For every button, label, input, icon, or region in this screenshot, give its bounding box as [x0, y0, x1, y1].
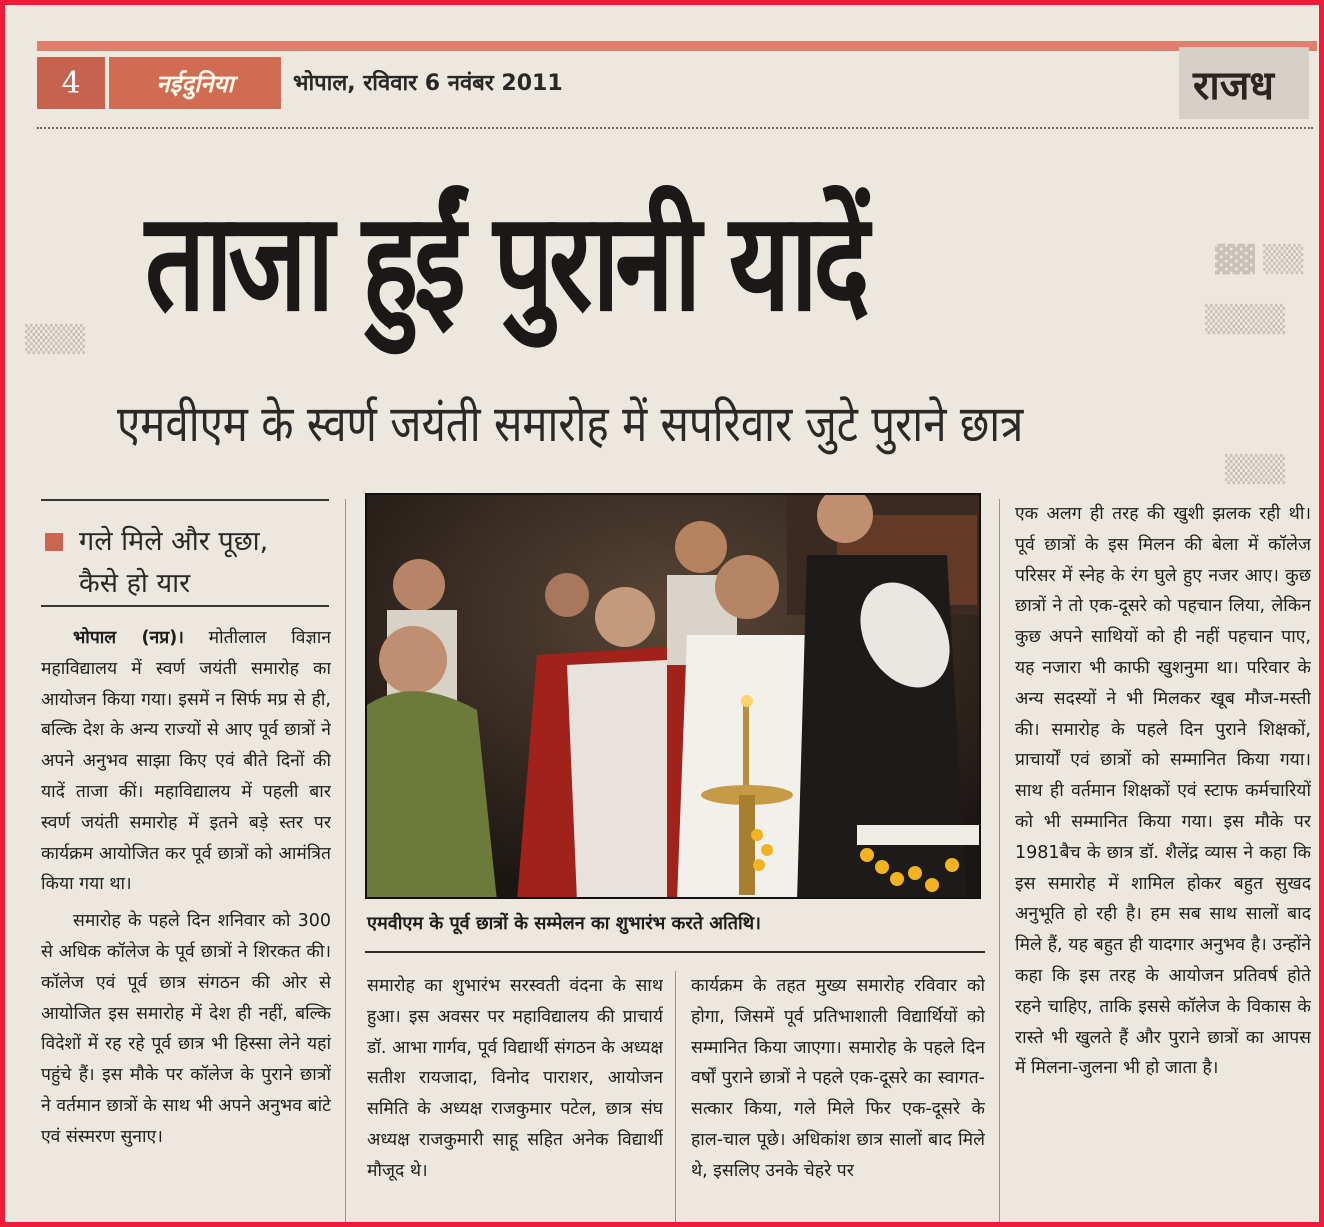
- article-paragraph: समारोह के पहले दिन शनिवार को 300 से अधिक कॉलेज के पूर्व छात्रों ने शिरकत की। कॉलेज एवं पूर्व छात्र संगठन की ओर से आयोजित इस समारोह में देश ही नहीं, बल्कि विदेशों में रह रहे पूर्व छात्र भी हिस्सा लेने यहां पहुंचे हैं। इस मौके पर कॉलेज के पुराने छात्रों ने वर्तमान छात्रों के साथ भी अपने अनुभव बांटे एवं संस्मरण सुनाए।: [41, 911, 331, 1147]
- column-divider: [675, 971, 676, 1227]
- photo-caption: एमवीएम के पूर्व छात्रों के सम्मेलन का शुभारंभ करते अतिथि।: [367, 913, 761, 934]
- section-label: राजध: [1179, 47, 1309, 119]
- article-paragraph: समारोह का शुभारंभ सरस्वती वंदना के साथ हुआ। इस अवसर पर महाविद्यालय की प्राचार्य डॉ. आभा गार्गव, पूर्व विद्यार्थी संगठन के अध्यक्ष सतीश रायजादा, विनोद पाराशर, आयोजन समिति के अध्यक्ष राजकुमार पटेल, छात्र संघ अध्यक्ष राजकुमारी साहू सहित अनेक विद्यार्थी मौजूद थे।: [367, 976, 663, 1181]
- kicker: [79, 521, 268, 605]
- kicker-bottom-rule: [41, 605, 329, 607]
- masthead-dotted-divider: [37, 127, 1313, 129]
- article-column-3: [691, 971, 985, 1227]
- article-column-1: [41, 623, 331, 1227]
- lamp-lighting-photo-illustration: [367, 495, 981, 899]
- masthead-dateline: भोपाल, रविवार 6 नवंबर 2011: [293, 71, 563, 96]
- logo-wordmark: नईदुनिया: [156, 69, 234, 98]
- kicker-bullet-icon: [45, 533, 63, 551]
- masthead-top-rule: [37, 41, 1317, 51]
- column-divider: [999, 499, 1000, 1227]
- newspaper-page: 4 नईदुनिया भोपाल, रविवार 6 नवंबर 2011 राजध ▓▓ ▒▒ ▒▒▒▒ ▒▒▒ ▒▒▒ ताजा हुईं पुरानी यादें एमवीएम के स्वर्ण जयंती समारोह में सपरिवार जुटे पुराने छात्र गले मिले और पूछा, कैसे हो यार भोपाल (नप्र)। मोतीलाल विज्ञान महाविद्यालय में स्वर्ण जयंती समारोह का आयोजन किया गया। इसमें न सिर्फ मप्र से ही, बल्कि देश के अन्य राज्यों से आए पूर्व छात्रों ने अपने अनुभव साझा किए एवं बीते दिनों की यादें ताजा कीं। महाविद्यालय में पहली बार स्वर्ण जयंती समारोह में इतने बड़े स्तर पर कार्यक्रम आयोजित कर पूर्व छात्रों को आमंत्रित किया गया था। समारोह के पहले दिन शनिवार को 300 से अधिक कॉलेज के पूर्व छात्रों ने शिरकत की। कॉलेज एवं पूर्व छात्र संगठन की ओर से आयोजित इस समारोह में देश ही नहीं, बल्कि विदेशों में रह रहे पूर्व छात्र भी हिस्सा लेने यहां पहुंचे हैं। इस मौके पर कॉलेज के पुराने छात्रों ने वर्तमान छात्रों के साथ भी अपने अनुभव बांटे एवं संस्मरण सुनाए। एमवीएम के पूर्व छात्रों के सम्मेलन का शुभारंभ करते अतिथि। समारोह का शुभारंभ सरस्वती वंदना के साथ हुआ। इस अवसर पर महाविद्यालय की प्राचार्य डॉ. आभा गार्गव, पूर्व विद्यार्थी संगठन के अध्यक्ष सतीश रायजादा, विनोद पाराशर, आयोजन समिति के अध्यक्ष राजकुमार पटेल, छात्र संघ अध्यक्ष राजकुमारी साहू सहित अनेक विद्यार्थी मौजूद थे। कार्यक्रम के तहत मुख्य समारोह रविवार को होगा, जिसमें पूर्व प्रतिभाशाली विद्यार्थियों को सम्मानित किया जाएगा। समारोह के पहले दिन वर्षों पुराने छात्रों ने पहले एक-दूसरे का स्वागत-सत्कार किया, गले मिले फिर एक-दूसरे के हाल-चाल पूछे। अधिकांश छात्र सालों बाद मिले थे, इसलिए उनके चेहरे पर एक अलग ही तरह की खुशी झलक रही थी। पूर्व छात्रों के इस मिलन की बेला में कॉलेज परिसर में स्नेह के रंग घुले हुए नजर आए। कुछ छात्रों ने तो एक-दूसरे को पहचान लिया, लेकिन कुछ अपने साथियों को ही नहीं पहचान पाए, यह नजारा भी काफी खुशनुमा था। परिवार के अन्य सदस्यों ने भी मिलकर खूब मौज-मस्ती की। समारोह के पहले दिन पुराने शिक्षकों, प्राचार्यों एवं छात्रों को सम्मानित किया गया। साथ ही वर्तमान शिक्षकों एवं स्टाफ कर्मचारियों को भी सम्मानित किया गया। इस मौके पर 1981बैच के छात्र डॉ. शैलेंद्र व्यास ने कहा कि इस समारोह में शामिल होकर बहुत सुखद अनुभूति हो रही है। हम सब साथ सालों बाद मिले हैं, यह बहुत ही यादगार अनुभव है। उन्होंने कहा कि इस तरह के आयोजन प्रतिवर्ष होते रहने चाहिए, ताकि इससे कॉलेज के विकास के रास्ते भी खुलते हैं और पुराने छात्रों का आपस में मिलना-जुलना भी हो जाता है।: [0, 0, 1324, 1227]
- kicker-line-1: गले मिले और पूछा,: [79, 526, 269, 557]
- column-divider: [345, 499, 346, 1227]
- article-column-4: [1015, 499, 1311, 1227]
- article-paragraph: एक अलग ही तरह की खुशी झलक रही थी। पूर्व छात्रों के इस मिलन की बेला में कॉलेज परिसर में स्नेह के रंग घुले हुए नजर आए। कुछ छात्रों ने तो एक-दूसरे को पहचान लिया, लेकिन कुछ अपने साथियों को ही नहीं पहचान पाए, यह नजारा भी काफी खुशनुमा था। परिवार के अन्य सदस्यों ने भी मिलकर खूब मौज-मस्ती की। समारोह के पहले दिन पुराने शिक्षकों, प्राचार्यों एवं छात्रों को सम्मानित किया गया। साथ ही वर्तमान शिक्षकों एवं स्टाफ कर्मचारियों को भी सम्मानित किया गया। इस मौके पर 1981बैच के छात्र डॉ. शैलेंद्र व्यास ने कहा कि इस समारोह में शामिल होकर बहुत सुखद अनुभूति हो रही है। हम सब साथ सालों बाद मिले हैं, यह बहुत ही यादगार अनुभव है। उन्होंने कहा कि इस तरह के आयोजन प्रतिवर्ष होते रहने चाहिए, ताकि इससे कॉलेज के विकास के रास्ते भी खुलते हैं और पुराने छात्रों का आपस में मिलना-जुलना भी हो जाता है।: [1015, 504, 1311, 1079]
- sub-headline: एमवीएम के स्वर्ण जयंती समारोह में सपरिवार जुटे पुराने छात्र: [117, 395, 1024, 453]
- newspaper-logo: [109, 57, 281, 109]
- article-column-2: [367, 971, 663, 1227]
- article-dateline: भोपाल (नप्र)।: [73, 628, 184, 648]
- article-paragraph: कार्यक्रम के तहत मुख्य समारोह रविवार को होगा, जिसमें पूर्व प्रतिभाशाली विद्यार्थियों को सम्मानित किया जाएगा। समारोह के पहले दिन वर्षों पुराने छात्रों ने पहले एक-दूसरे का स्वागत-सत्कार किया, गले मिले फिर एक-दूसरे के हाल-चाल पूछे। अधिकांश छात्र सालों बाद मिले थे, इसलिए उनके चेहरे पर: [691, 976, 985, 1181]
- caption-rule: [365, 951, 985, 953]
- kicker-top-rule: [41, 499, 329, 501]
- page-number: 4: [37, 57, 105, 109]
- main-headline: ताजा हुईं पुरानी यादें: [145, 184, 865, 342]
- event-photo: [365, 493, 981, 899]
- kicker-line-2: कैसे हो यार: [79, 568, 191, 599]
- article-text: मोतीलाल विज्ञान महाविद्यालय में स्वर्ण जयंती समारोह का आयोजन किया गया। इसमें न सिर्फ मप्र से ही, बल्कि देश के अन्य राज्यों से आए पूर्व छात्रों ने अपने अनुभव साझा किए एवं बीते दिनों की यादें ताजा कीं। महाविद्यालय में पहली बार स्वर्ण जयंती समारोह में इतने बड़े स्तर पर कार्यक्रम आयोजित कर पूर्व छात्रों को आमंत्रित किया गया था।: [41, 628, 331, 895]
- article-paragraph: [41, 623, 331, 900]
